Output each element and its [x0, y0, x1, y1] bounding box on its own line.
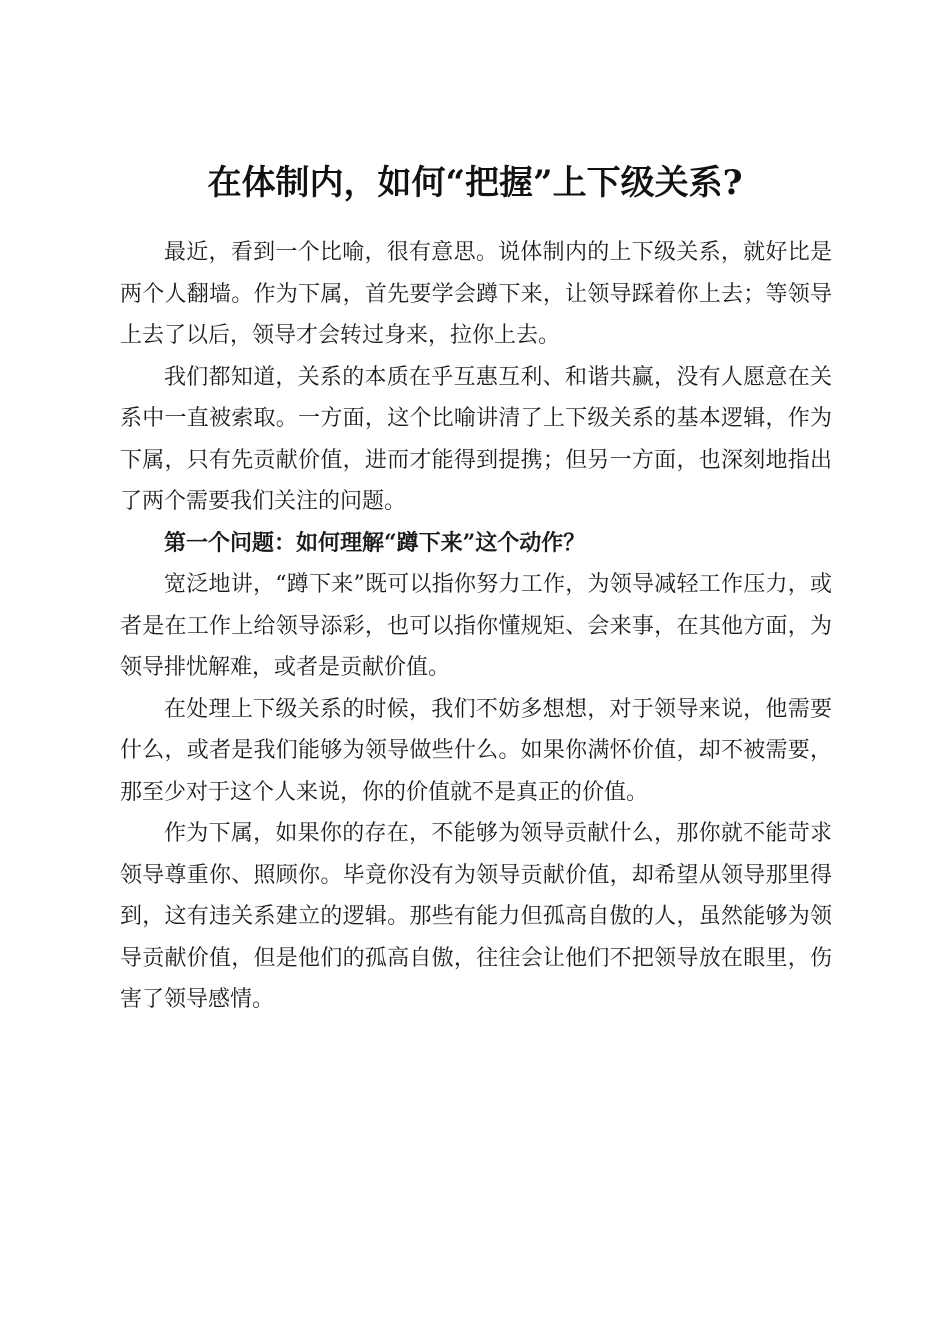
paragraph-3: 宽泛地讲，“蹲下来”既可以指你努力工作，为领导减轻工作压力，或者是在工作上给领导添彩，也可以指你懂规矩、会来事，在其他方面，为领导排忧解难，或者是贡献价值。 [120, 572, 832, 680]
paragraph-5: 作为下属，如果你的存在，不能够为领导贡献什么，那你就不能苛求领导尊重你、照顾你。毕竟你没有为领导贡献价值，却希望从领导那里得到，这有违关系建立的逻辑。那些有能力但孤高自傲的人，虽然能够为领导贡献价值，但是他们的孤高自傲，往往会让他们不把领导放在眼里，伤害了领导感情。 [120, 821, 832, 1012]
document-body [120, 232, 832, 1021]
section-heading-1: 第一个问题：如何理解“蹲下来”这个动作？ [164, 529, 586, 556]
document-title: 在体制内，如何“把握”上下级关系? [207, 162, 743, 203]
paragraph-2: 我们都知道，关系的本质在乎互惠互利、和谐共赢，没有人愿意在关系中一直被索取。一方面，这个比喻讲清了上下级关系的基本逻辑，作为下属，只有先贡献价值，进而才能得到提携；但另一方面，也深刻地指出了两个需要我们关注的问题。 [120, 364, 832, 514]
paragraph-4: 在处理上下级关系的时候，我们不妨多想想，对于领导来说，他需要什么，或者是我们能够为领导做些什么。如果你满怀价值，却不被需要，那至少对于这个人来说，你的价值就不是真正的价值。 [120, 696, 832, 805]
paragraph-1: 最近，看到一个比喻，很有意思。说体制内的上下级关系，就好比是两个人翻墙。作为下属，首先要学会蹲下来，让领导踩着你上去；等领导上去了以后，领导才会转过身来，拉你上去。 [120, 240, 832, 348]
